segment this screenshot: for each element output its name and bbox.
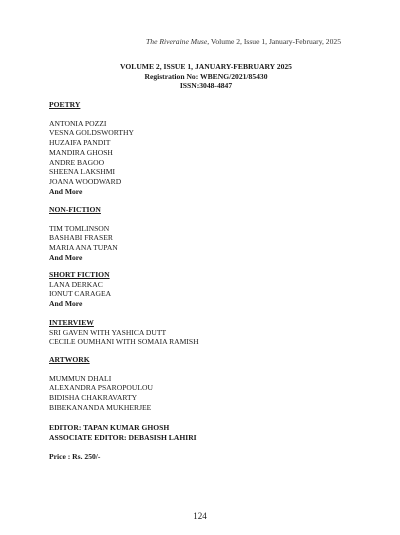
- contributor-name: MARIA ANA TUPAN: [49, 243, 118, 253]
- contributor-name: SRI GAVEN WITH YASHICA DUTT: [49, 327, 167, 337]
- contributor-name: BASHABI FRASER: [49, 233, 113, 243]
- and-more-label: And More: [49, 186, 83, 196]
- short-fiction-section: [49, 270, 111, 309]
- contributor-name: MANDIRA GHOSH: [49, 147, 113, 157]
- contributor-name: ANDRE BAGOO: [49, 157, 105, 167]
- contributor-name: LANA DERKAC: [49, 279, 103, 289]
- section-title-artwork: ARTWORK: [49, 355, 90, 364]
- running-header: [146, 37, 341, 46]
- masthead: [0, 62, 400, 91]
- issn: ISSN:3048-4847: [179, 81, 233, 91]
- price-label: Price : Rs. 250/-: [49, 452, 101, 461]
- contributor-name: JOANA WOODWARD: [49, 176, 122, 186]
- contributor-name: ANTONIA POZZI: [49, 118, 107, 128]
- journal-title: The Riveraine Muse: [146, 37, 208, 46]
- editors-block: [49, 423, 197, 442]
- contributor-name: TIM TOMLINSON: [49, 223, 110, 233]
- associate-editor-name: ASSOCIATE EDITOR: DEBASISH LAHIRI: [49, 432, 197, 442]
- contributor-name: BIBEKANANDA MUKHERJEE: [49, 402, 152, 412]
- volume-line: VOLUME 2, ISSUE 1, JANUARY-FEBRUARY 2025: [120, 62, 292, 71]
- contributor-name: CECILE OUMHANI WITH SOMAIA RAMISH: [49, 337, 199, 347]
- poetry-section: [49, 100, 134, 196]
- and-more-label: And More: [49, 299, 83, 309]
- editor-name: EDITOR: TAPAN KUMAR GHOSH: [49, 423, 170, 432]
- artwork-section: [49, 355, 153, 413]
- contributor-name: ALEXANDRA PSAROPOULOU: [49, 383, 154, 393]
- page-number: 124: [193, 511, 207, 521]
- contributor-name: IONUT CARAGEA: [49, 289, 112, 299]
- section-title-nonfiction: NON-FICTION: [49, 205, 101, 214]
- registration-number: Registration No: WBENG/2021/85430: [144, 71, 268, 81]
- and-more-label: And More: [49, 252, 83, 262]
- contributor-name: BIDISHA CHAKRAVARTY: [49, 393, 138, 403]
- contributor-name: VESNA GOLDSWORTHY: [49, 128, 134, 138]
- contributor-name: HUZAIFA PANDIT: [49, 138, 111, 148]
- nonfiction-section: [49, 205, 118, 263]
- contributor-name: MUMMUN DHALI: [49, 373, 112, 383]
- interview-section: [49, 318, 199, 347]
- issue-details: , Volume 2, Issue 1, January-February, 2025: [207, 37, 341, 46]
- section-title-poetry: POETRY: [49, 100, 81, 109]
- section-title-short-fiction: SHORT FICTION: [49, 270, 110, 279]
- contributor-name: SHEENA LAKSHMI: [49, 167, 116, 177]
- section-title-interview: INTERVIEW: [49, 318, 94, 327]
